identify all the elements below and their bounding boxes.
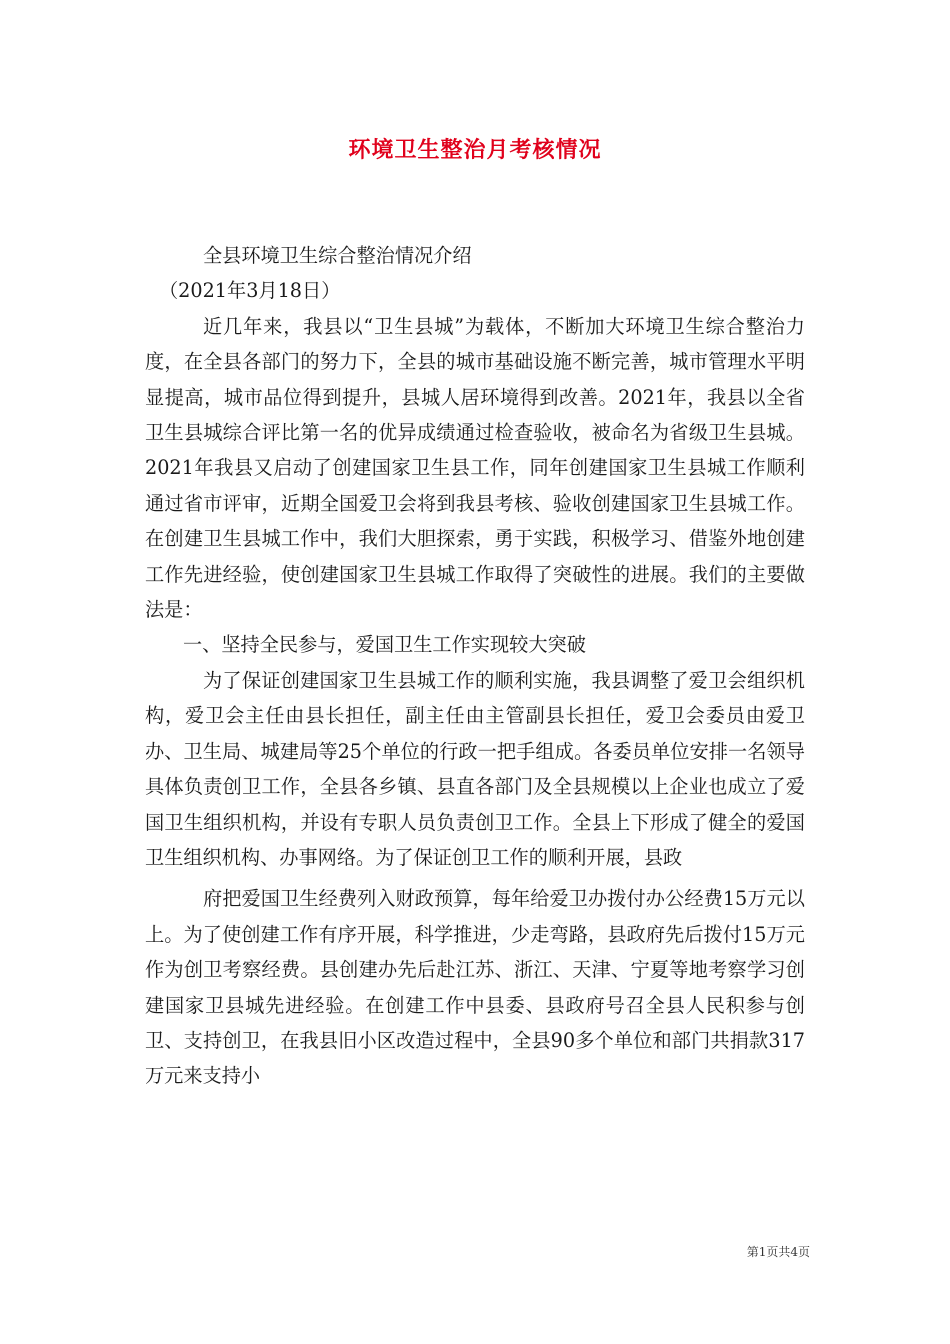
page-number: 第1页共4页 bbox=[746, 1245, 810, 1259]
document-subtitle: 全县环境卫生综合整治情况介绍 bbox=[203, 244, 472, 267]
body-paragraph: 府把爱国卫生经费列入财政预算，每年给爱卫办拨付办公经费15万元以上。为了使创建工作有序开展，科学推进，少走弯路，县政府先后拨付15万元作为创卫考察经费。县创建办先后赴江苏、浙江、天津、宁夏等地考察学习创建国家卫县城先进经验。在创建工作中县委、县政府号召全县人民积参与创卫、支持创卫，在我县旧小区改造过程中，全县90多个单位和部门共捐款317万元来支持小 bbox=[145, 887, 805, 1088]
document-body bbox=[145, 238, 805, 1094]
document-title: 环境卫生整治月考核情况 bbox=[348, 137, 602, 163]
document-date-line: （2021年3月18日） bbox=[159, 279, 341, 303]
section-heading: 一、坚持全民参与，爱国卫生工作实现较大突破 bbox=[183, 633, 586, 657]
body-paragraph: 近几年来，我县以“卫生县城”为载体，不断加大环境卫生综合整治力度，在全县各部门的努力下，全县的城市基础设施不断完善，城市管理水平明显提高，城市品位得到提升，县城人居环境得到改善。2021年，我县以全省卫生县城综合评比第一名的优异成绩通过检查验收，被命名为省级卫生县城。2021年我县又启动了创建国家卫生县工作，同年创建国家卫生县城工作顺利通过省市评审，近期全国爱卫会将到我县考核、验收创建国家卫生县城工作。在创建卫生县城工作中，我们大胆探索，勇于实践，积极学习、借鉴外地创建工作先进经验，使创建国家卫生县城工作取得了突破性的进展。我们的主要做法是： bbox=[145, 314, 805, 622]
body-paragraph: 为了保证创建国家卫生县城工作的顺利实施，我县调整了爱卫会组织机构，爱卫会主任由县长担任，副主任由主管副县长担任，爱卫会委员由爱卫办、卫生局、城建局等25个单位的行政一把手组成。各委员单位安排一名领导具体负责创卫工作，全县各乡镇、县直各部门及全县规模以上企业也成立了爱国卫生组织机构，并设有专职人员负责创卫工作。全县上下形成了健全的爱国卫生组织机构、办事网络。为了保证创卫工作的顺利开展，县政 bbox=[145, 668, 805, 869]
